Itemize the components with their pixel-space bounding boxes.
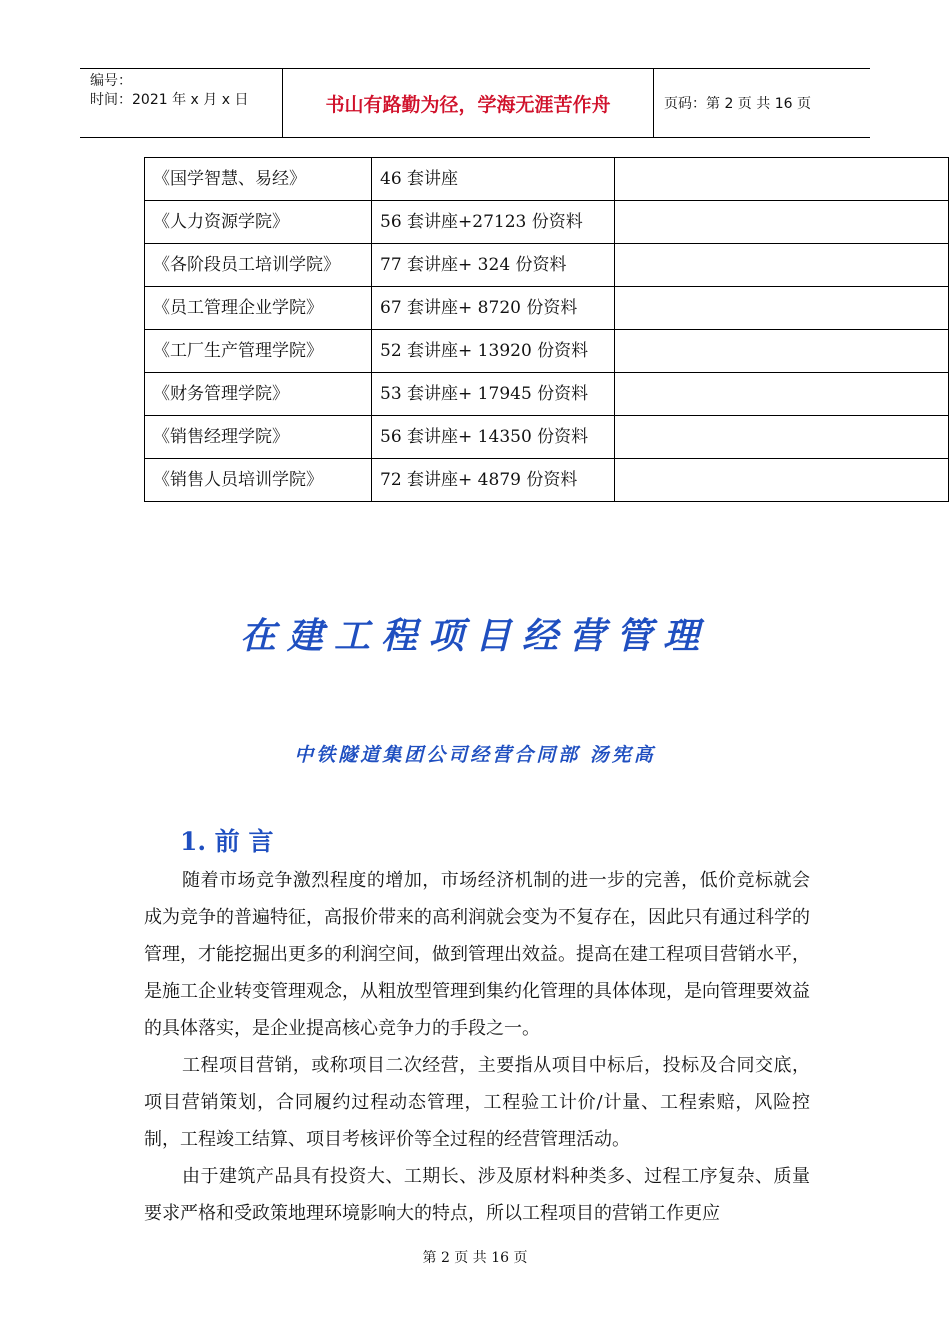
cell-content: 67 套讲座+ 8720 份资料 bbox=[372, 287, 615, 330]
cell-extra bbox=[615, 201, 949, 244]
doc-title: 在建工程项目经营管理 bbox=[239, 615, 710, 657]
table-row bbox=[145, 244, 949, 287]
cell-content: 56 套讲座+27123 份资料 bbox=[372, 201, 615, 244]
page-footer: 第 2 页 共 16 页 bbox=[422, 1250, 528, 1266]
cell-name: 《国学智慧、易经》 bbox=[145, 158, 372, 201]
course-table bbox=[144, 157, 949, 502]
cell-extra bbox=[615, 373, 949, 416]
table-row bbox=[145, 287, 949, 330]
cell-name: 《工厂生产管理学院》 bbox=[145, 330, 372, 373]
page-header bbox=[80, 68, 870, 138]
cell-name: 《财务管理学院》 bbox=[145, 373, 372, 416]
body-text bbox=[144, 862, 810, 1232]
table-row bbox=[145, 373, 949, 416]
doc-subtitle: 中铁隧道集团公司经营合同部 汤宪高 bbox=[294, 744, 656, 766]
cell-extra bbox=[615, 158, 949, 201]
table-row bbox=[145, 459, 949, 502]
cell-content: 46 套讲座 bbox=[372, 158, 615, 201]
cell-content: 56 套讲座+ 14350 份资料 bbox=[372, 416, 615, 459]
cell-extra bbox=[615, 244, 949, 287]
cell-content: 72 套讲座+ 4879 份资料 bbox=[372, 459, 615, 502]
header-meta bbox=[80, 69, 282, 137]
table-row bbox=[145, 201, 949, 244]
table-row bbox=[145, 330, 949, 373]
paragraph: 随着市场竞争激烈程度的增加，市场经济机制的进一步的完善，低价竞标就会成为竞争的普遍特征，高报价带来的高利润就会变为不复存在，因此只有通过科学的管理，才能挖掘出更多的利润空间，做到管理出效益。提高在建工程项目营销水平，是施工企业转变管理观念，从粗放型管理到集约化管理的具体体现，是向管理要效益的具体落实，是企业提高核心竞争力的手段之一。 bbox=[144, 870, 810, 1039]
cell-extra bbox=[615, 459, 949, 502]
table-row bbox=[145, 158, 949, 201]
cell-name: 《销售人员培训学院》 bbox=[145, 459, 372, 502]
paragraph: 由于建筑产品具有投资大、工期长、涉及原材料种类多、过程工序复杂、质量要求严格和受政策地理环境影响大的特点，所以工程项目的营销工作更应 bbox=[144, 1166, 810, 1224]
cell-name: 《销售经理学院》 bbox=[145, 416, 372, 459]
header-page-info: 页码：第 2 页 共 16 页 bbox=[664, 96, 811, 112]
paragraph: 工程项目营销，或称项目二次经营，主要指从项目中标后，投标及合同交底，项目营销策划，合同履约过程动态管理，工程验工计价/计量、工程索赔，风险控制，工程竣工结算、项目考核评价等全过程的经营管理活动。 bbox=[144, 1055, 810, 1150]
cell-extra bbox=[615, 416, 949, 459]
cell-name: 《各阶段员工培训学院》 bbox=[145, 244, 372, 287]
cell-name: 《员工管理企业学院》 bbox=[145, 287, 372, 330]
table-row bbox=[145, 416, 949, 459]
cell-name: 《人力资源学院》 bbox=[145, 201, 372, 244]
cell-content: 77 套讲座+ 324 份资料 bbox=[372, 244, 615, 287]
section-heading: 1. 前 言 bbox=[180, 827, 274, 856]
number-label: 编号： bbox=[90, 73, 132, 89]
cell-extra bbox=[615, 330, 949, 373]
header-motto: 书山有路勤为径，学海无涯苦作舟 bbox=[282, 69, 654, 137]
time-label: 时间：2021 年 x 月 x 日 bbox=[90, 92, 249, 108]
cell-extra bbox=[615, 287, 949, 330]
cell-content: 52 套讲座+ 13920 份资料 bbox=[372, 330, 615, 373]
cell-content: 53 套讲座+ 17945 份资料 bbox=[372, 373, 615, 416]
